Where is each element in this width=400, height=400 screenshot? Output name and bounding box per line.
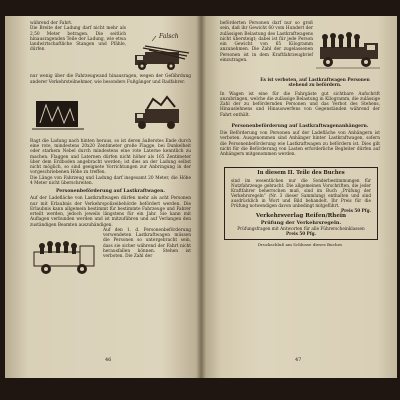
text-with-figure xyxy=(30,26,191,74)
text-paragraph: während der Fahrt. xyxy=(30,21,73,26)
page-number: 47 xyxy=(295,356,302,363)
text-paragraph: In Wagen ist eine für die Fahrgäste gut sichtbare Aufschrift anzubringen, welche die zulässige Belastung in Kilogramm, die zulässige Zahl der zu befördernden Personen und das Verbot des Stehens, Hinauslehnens und Hinauswerfens von Gegenständen während der Fahrt enthält. xyxy=(220,91,380,118)
text-paragraph: Die Breite der Ladung darf nicht mehr als 2,50 Meter betragen. Die seitlich hinausragenden Teile der Ladung, wie etwa landwirtschaftliche Stangen und Pfähle, dürfen xyxy=(30,26,126,53)
text-paragraph: Die Beförderung von Personen auf der Ladefläche von Anhängern ist verboten. Ausgenommen sind Anhänger hinter Lastkraftwagen, sofern die Personenbeförderung wie Lastkraftwagen zu befördern ist. Dies gilt nicht für die Beförderung von Lasten erforderliche Begleiter dürfen auf Anhängern mitgenommen werden. xyxy=(220,131,380,157)
book-gutter xyxy=(196,16,206,378)
page-number: 46 xyxy=(105,356,112,363)
box-title: In diesem II. Teile des Buches xyxy=(257,170,345,177)
text-paragraph: beförderten Personen darf nur so groß sein, daß ihr Gewicht 60 vom Hundert der zulässigen Belastung des Lastkraftwagens nicht übersteigt; dabei ist für jede Person ein Gewicht von 65 Kilogramm anzunehmen. Die Zahl der zugelassenen Personen ist in dem Kraftfahrzeugbrief einzutragen. xyxy=(220,21,313,63)
cart-figure xyxy=(30,91,90,137)
right-page xyxy=(201,16,397,378)
print-note: Druckschluß am Schlusse dieses Buches xyxy=(257,242,343,248)
box-price: Preis 50 Pfg. xyxy=(340,208,371,214)
publisher-name: Verkehrsverlag Reifen/Rhein xyxy=(255,213,347,220)
truck-figure-wrong xyxy=(129,26,191,74)
left-page xyxy=(5,16,201,378)
box-text: sind im wesentlichen nur die Sonderbestimmungen für Nutzfahrzeuge gebracht. Die allgemeinen Vorschriften, die jeder Kraftfahrer beherrschen muß, sind im Buch „Prüfung der Verkehrsregeln“ (Nr. 3 dieser Sammlung) enthalten und sind ausdrücklich in Wort und Bild behandelt. Ihr Preis für die Prüfung notwendigen davon unbedingt mitgeführt. xyxy=(231,178,371,209)
figure-row xyxy=(30,91,191,137)
open-book xyxy=(5,16,397,378)
box-price-2: Preis 50 Pfg. xyxy=(285,231,317,237)
figure-label: Falsch xyxy=(159,33,179,41)
crowded-truck-figure xyxy=(316,21,380,77)
box-heading-2: Prüfung der Verkehrsregeln. xyxy=(260,220,342,227)
text-with-figure xyxy=(220,21,380,77)
passenger-truck-figure xyxy=(30,228,100,278)
text-with-figure xyxy=(30,228,191,278)
text-paragraph: Ragt die Ladung nach hinten heraus, so ist deren äußerstes Ende durch eine rote, mindestens 20x20 Zentimeter große Flagge, bei Dunkelheit oder starkem Nebel durch mindestens eine rote Laterne kenntlich zu machen. Flaggen und Laternen dürfen nicht höher als 165 Zentimeter über dem Erdboden angebracht werden; ist dies an der Ladung selbst nicht möglich, so sind geeignete Vorrichtungen zur Anbringung in der vorgeschriebenen Höhe zu treffen. xyxy=(30,138,191,176)
prohibition-text: Es ist verboten, auf Lastkraftwagen Personen stehend zu befördern. xyxy=(260,78,370,89)
text-paragraph: Die Länge von Fahrzeug und Ladung darf insgesamt 20 Meter, die Höhe 4 Meter nicht überschreiten. xyxy=(30,175,191,186)
truck-figure-right xyxy=(131,91,191,137)
box-subtitle: Prüfungsfragen mit Antworten für alle Führerscheinklassen xyxy=(237,226,365,232)
section-heading: Personenbeförderung auf Lastkraftwagen. xyxy=(55,189,166,194)
section-heading: Personenbeförderung auf Lastkraftwagenanhängern. xyxy=(231,123,369,129)
text-paragraph: nur wenig über die Fahrzeugwand hinausragen, wegen der Gefährdung anderer Verkehrsteilnehmer, wie besonders Fußgänger und Radfahrer. xyxy=(30,74,191,85)
book-notice-box xyxy=(224,167,378,240)
text-paragraph: Auf den 1. d. Personenbeförderung verwendeten Lastkraftwagen müssen die Personen so untergebracht sein, dass sie sicher während der Fahrt nicht herausfallen können. Stehen ist verboten. Die Zahl der xyxy=(103,227,191,259)
text-paragraph: Auf der Ladefläche von Lastkraftwagen dürfen mehr als acht Personen nur mit Erlaubnis der Verkehrspolizeibehörde befördert werden. Die Erlaubnis kann allgemein bestimmt für bestimmte Fahrzeuge und Fahrer erteilt werden, jedoch jeweils längstens für ein Jahr. Sie kann mit Auflagen verbunden werden und ist mitzuführen und auf Verlangen den zuständigen Beamten auszuhändigen. xyxy=(30,196,191,228)
